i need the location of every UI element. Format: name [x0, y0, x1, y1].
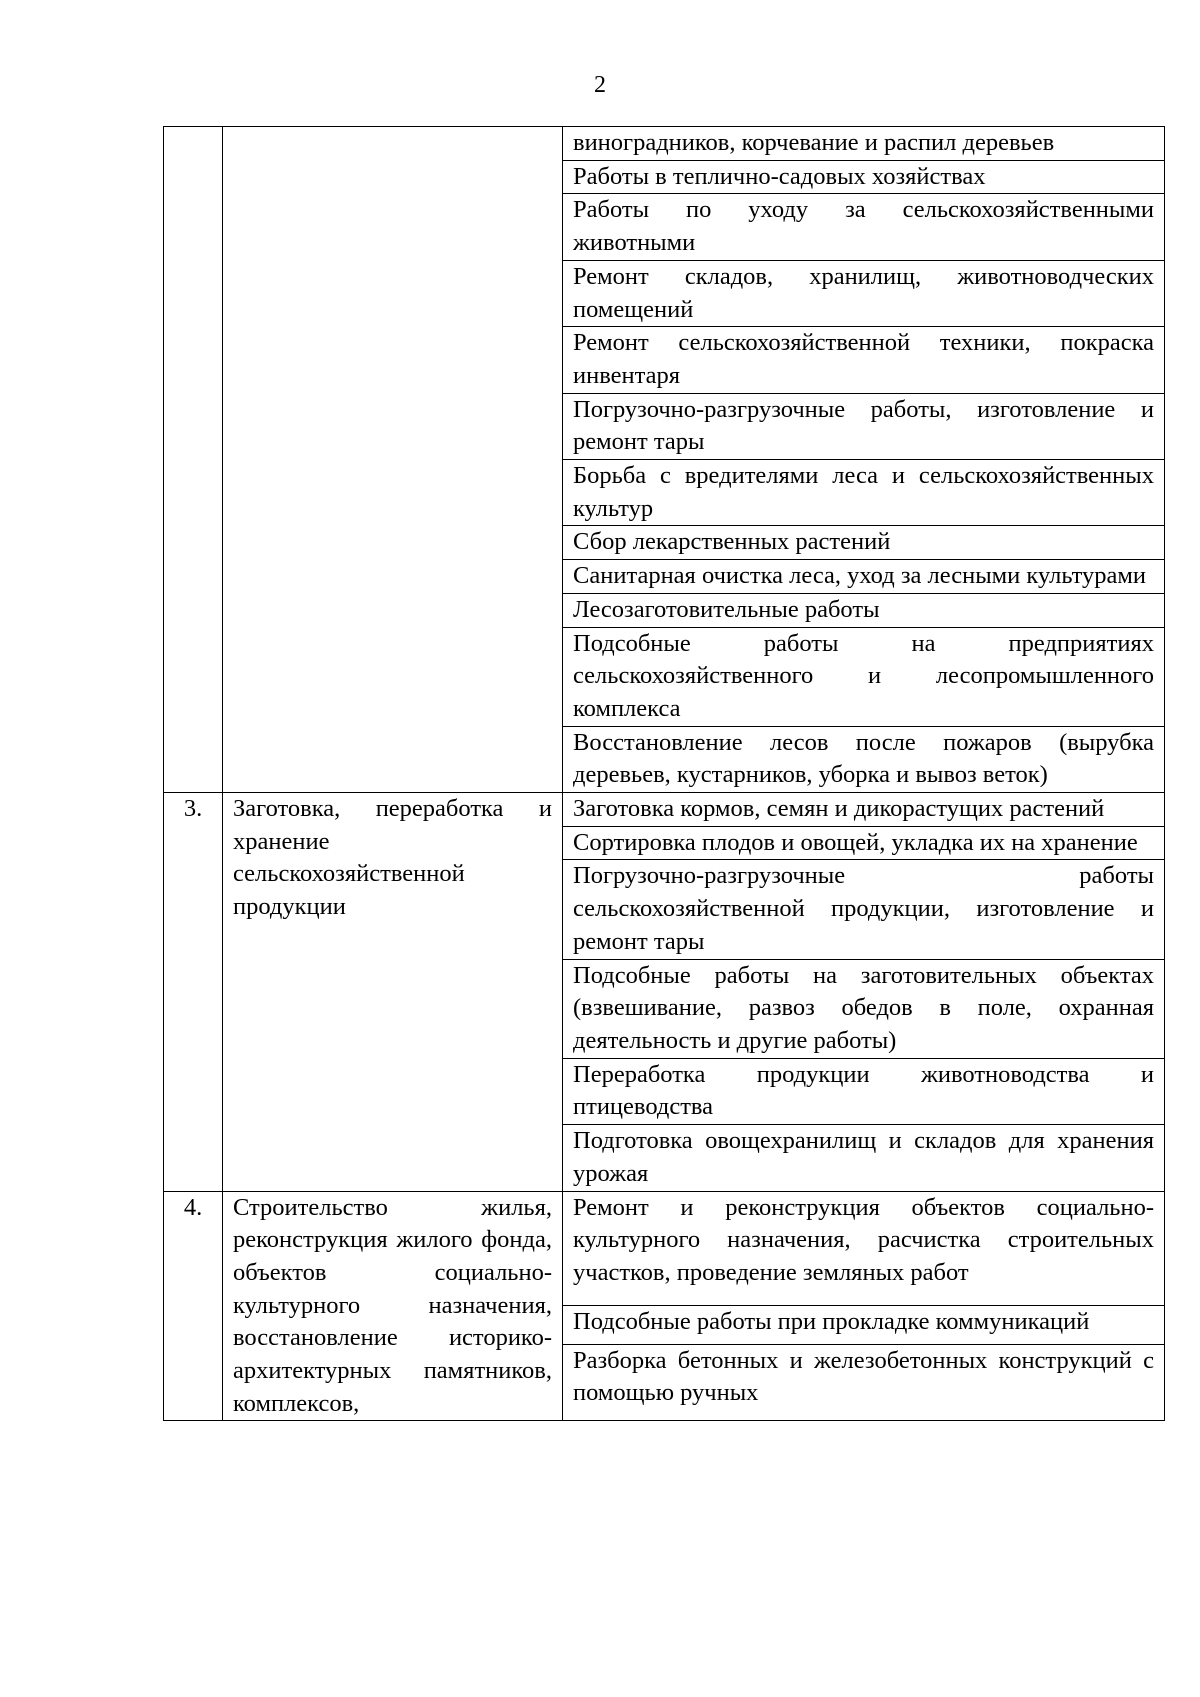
work-item: Подсобные работы при прокладке коммуникаций [563, 1305, 1165, 1344]
work-item: Лесозаготовительные работы [563, 593, 1165, 627]
work-item: Восстановление лесов после пожаров (вырубка деревьев, кустарников, уборка и вывоз веток) [563, 726, 1165, 792]
work-item: Санитарная очистка леса, уход за лесными культурами [563, 560, 1165, 594]
table-row [164, 793, 1165, 827]
work-item: Работы по уходу за сельскохозяйственными животными [563, 194, 1165, 260]
row-number-cell: 4. [164, 1191, 223, 1421]
row-number-cell [164, 127, 223, 793]
work-item: Ремонт складов, хранилищ, животноводческих помещений [563, 260, 1165, 326]
work-item: Переработка продукции животноводства и птицеводства [563, 1058, 1165, 1124]
work-item: Подсобные работы на предприятиях сельскохозяйственного и лесопромышленного комплекса [563, 627, 1165, 726]
work-item: Погрузочно-разгрузочные работы сельскохозяйственной продукции, изготовление и ремонт тары [563, 860, 1165, 959]
activity-name-cell: Заготовка, переработка и хранение сельскохозяйственной продукции [223, 793, 563, 1191]
work-item: Сортировка плодов и овощей, укладка их на хранение [563, 826, 1165, 860]
work-item: Заготовка кормов, семян и дикорастущих растений [563, 793, 1165, 827]
activity-name-cell [223, 127, 563, 793]
table-row [164, 127, 1165, 161]
work-item: Борьба с вредителями леса и сельскохозяйственных культур [563, 460, 1165, 526]
work-item: Подготовка овощехранилищ и складов для хранения урожая [563, 1125, 1165, 1191]
works-table [163, 126, 1165, 1421]
work-item: Разборка бетонных и железобетонных конструкций с помощью ручных [563, 1344, 1165, 1421]
work-item: Ремонт сельскохозяйственной техники, покраска инвентаря [563, 327, 1165, 393]
work-item: Ремонт и реконструкция объектов социально-культурного назначения, расчистка строительных участков, проведение земляных работ [563, 1191, 1165, 1305]
row-number-cell: 3. [164, 793, 223, 1191]
page-number: 2 [594, 72, 606, 98]
work-item: виноградников, корчевание и распил деревьев [563, 127, 1165, 161]
work-item: Подсобные работы на заготовительных объектах (взвешивание, развоз обедов в поле, охранная деятельность и другие работы) [563, 959, 1165, 1058]
work-item: Сбор лекарственных растений [563, 526, 1165, 560]
table-row [164, 1191, 1165, 1305]
work-item: Работы в теплично-садовых хозяйствах [563, 160, 1165, 194]
activity-name-cell: Строительство жилья, реконструкция жилого фонда, объектов социально-культурного назначения, восстановление историко-архитектурных памятников, комплексов, [223, 1191, 563, 1421]
work-item: Погрузочно-разгрузочные работы, изготовление и ремонт тары [563, 393, 1165, 459]
